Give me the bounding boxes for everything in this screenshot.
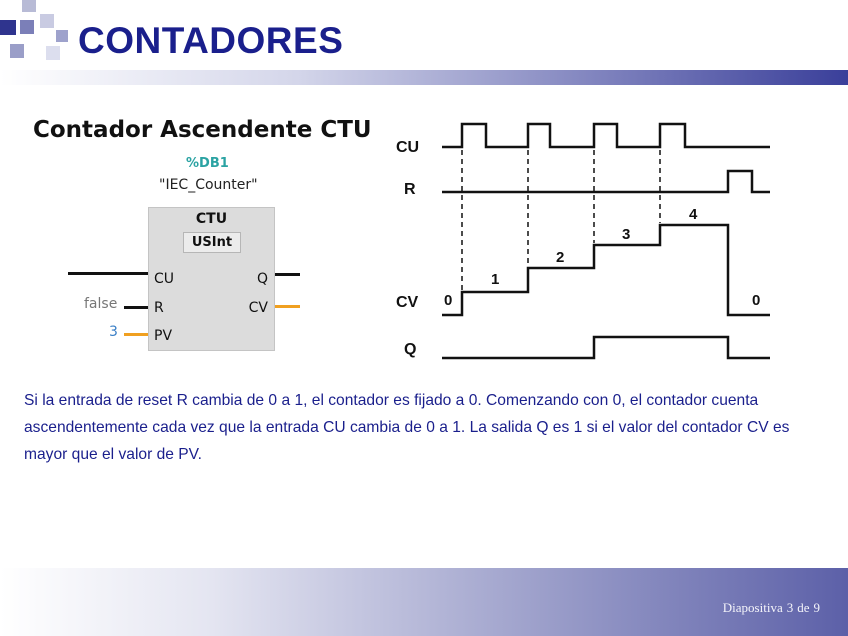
cv-waveform bbox=[442, 225, 770, 315]
signal-label-r: R bbox=[404, 181, 416, 198]
pin-cu: CU bbox=[154, 271, 175, 287]
cv-value: 3 bbox=[622, 226, 631, 243]
pin-cv: CV bbox=[248, 300, 268, 316]
slide-label: Diapositiva bbox=[722, 600, 783, 615]
q-waveform bbox=[442, 337, 770, 358]
pv-value: 3 bbox=[109, 324, 118, 340]
cv-value: 1 bbox=[491, 271, 500, 288]
cv-value: 2 bbox=[556, 249, 565, 266]
data-type-selector[interactable]: USInt bbox=[183, 232, 241, 253]
block-name: CTU bbox=[195, 211, 228, 227]
signal-label-cv: CV bbox=[396, 294, 419, 311]
db-label: %DB1 bbox=[186, 156, 229, 171]
cv-value: 4 bbox=[689, 206, 698, 223]
pin-r: R bbox=[154, 300, 164, 316]
cu-waveform bbox=[442, 124, 770, 147]
instance-label: "IEC_Counter" bbox=[159, 177, 258, 193]
r-waveform bbox=[442, 171, 770, 192]
slide-of: de bbox=[797, 600, 810, 615]
description-text: Si la entrada de reset R cambia de 0 a 1, el contador es fijado a 0. Comenzando con 0, el contador cuenta ascendentemente cada vez que la entrada CU cambia de 0 a 1. La salida Q es 1 si el valor del contador CV es mayor que el valor de PV. bbox=[24, 392, 790, 463]
section-subtitle: Contador Ascendente CTU bbox=[33, 117, 372, 143]
cv-value: 0 bbox=[444, 292, 453, 309]
pin-pv: PV bbox=[154, 328, 173, 344]
cv-value: 0 bbox=[752, 292, 761, 309]
slide-title: CONTADORES bbox=[78, 20, 344, 61]
pin-q: Q bbox=[256, 271, 268, 287]
r-value: false bbox=[84, 296, 118, 312]
slide-current: 3 bbox=[786, 600, 794, 615]
slide-number bbox=[719, 600, 820, 616]
signal-label-q: Q bbox=[404, 341, 417, 358]
signal-label-cu: CU bbox=[396, 139, 420, 156]
slide-total: 9 bbox=[813, 600, 820, 615]
